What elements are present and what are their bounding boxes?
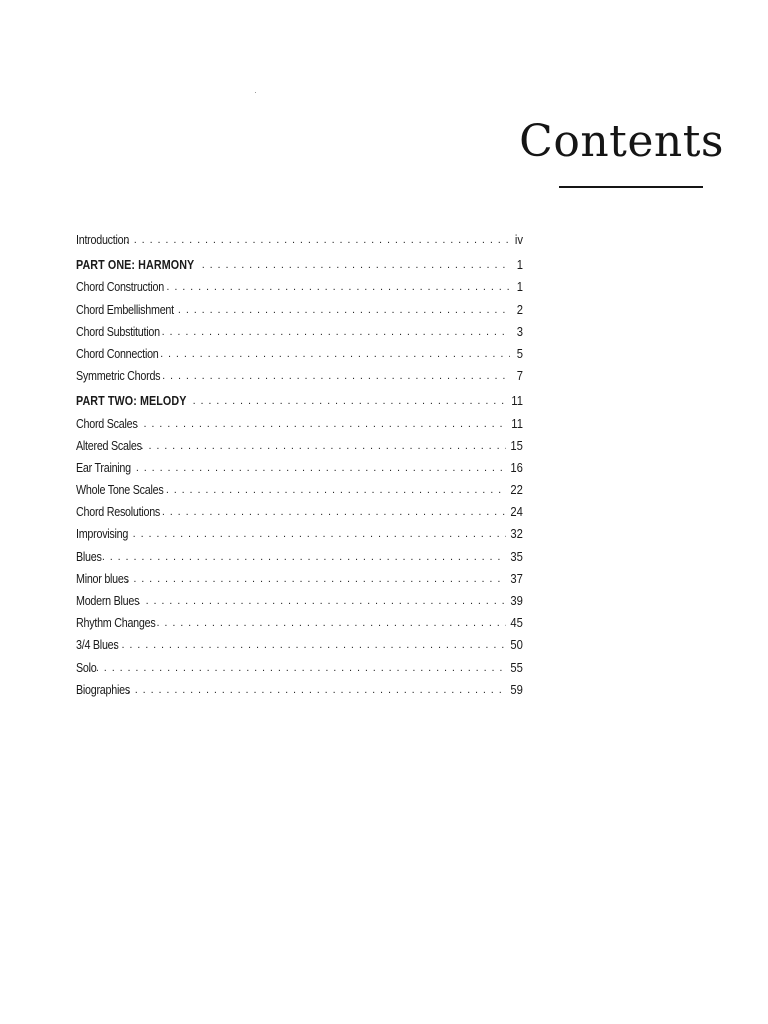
toc-entry-title: PART ONE: HARMONY xyxy=(76,258,195,273)
toc-entry xyxy=(76,479,523,501)
toc-page-number: iv xyxy=(514,233,523,247)
table-of-contents xyxy=(76,229,523,701)
toc-entry xyxy=(76,501,523,523)
dot-leader xyxy=(125,523,506,545)
toc-entry-title: Solo xyxy=(76,660,97,675)
toc-page-number: 24 xyxy=(510,505,523,520)
toc-page-number: 32 xyxy=(510,527,523,542)
dot-leader xyxy=(166,479,506,501)
toc-entry-title: Chord Connection xyxy=(76,346,159,361)
toc-entry-title: Chord Scales xyxy=(76,416,138,431)
page-title: Contents xyxy=(519,116,724,167)
toc-entry-title: PART TWO: MELODY xyxy=(76,394,187,409)
toc-entry-title: Blues xyxy=(76,549,102,564)
toc-entry-title: Chord Embellishment xyxy=(76,302,174,317)
toc-page-number: 39 xyxy=(510,594,523,608)
toc-page-number: 15 xyxy=(510,438,523,453)
dot-leader xyxy=(178,299,510,321)
scan-speck xyxy=(255,92,256,93)
toc-entry-title: Chord Substitution xyxy=(76,324,160,339)
toc-entry xyxy=(76,229,523,251)
toc-page-number: 50 xyxy=(510,638,523,653)
dot-leader xyxy=(160,343,510,365)
dot-leader xyxy=(162,365,510,387)
toc-page-number: 59 xyxy=(510,682,523,697)
toc-entry-title: 3/4 Blues xyxy=(76,638,119,653)
toc-entry xyxy=(76,546,523,568)
dot-leader xyxy=(88,657,506,679)
dot-leader xyxy=(94,546,506,568)
toc-entry-title: Chord Resolutions xyxy=(76,505,161,520)
toc-entry xyxy=(76,457,523,479)
toc-entry xyxy=(76,276,523,298)
toc-page-number: 3 xyxy=(516,324,523,339)
toc-page-number: 55 xyxy=(510,660,523,675)
toc-page-number: 5 xyxy=(516,346,523,361)
toc-entry-title: Modern Blues xyxy=(76,594,140,608)
toc-page-number: 45 xyxy=(510,616,523,631)
toc-entry-title: Chord Construction xyxy=(76,280,164,295)
dot-leader xyxy=(141,435,507,457)
toc-entry-title: Improvising xyxy=(76,527,129,542)
toc-entry xyxy=(76,413,523,435)
dot-leader xyxy=(166,276,510,298)
dot-leader xyxy=(138,590,506,612)
toc-entry xyxy=(76,343,523,365)
toc-entry-title: Biographies xyxy=(76,682,130,697)
toc-entry xyxy=(76,590,523,612)
toc-page-number: 35 xyxy=(510,549,523,564)
toc-entry-title: Altered Scales xyxy=(76,438,142,453)
toc-entry-title: Symmetric Chords xyxy=(76,369,161,384)
dot-leader xyxy=(193,390,507,412)
toc-entry-title: Ear Training xyxy=(76,460,131,475)
toc-entry-title: Introduction xyxy=(76,233,130,247)
dot-leader xyxy=(202,254,510,276)
toc-page-number: 11 xyxy=(511,416,523,431)
title-underline xyxy=(559,186,703,188)
toc-entry xyxy=(76,365,523,387)
dot-leader xyxy=(157,612,507,634)
toc-entry xyxy=(76,523,523,545)
toc-page-number: 37 xyxy=(510,571,523,586)
toc-part-heading xyxy=(76,390,523,412)
dot-leader xyxy=(127,679,506,701)
toc-entry xyxy=(76,612,523,634)
toc-entry-title: Minor blues xyxy=(76,571,129,586)
toc-entry xyxy=(76,299,523,321)
toc-entry-title: Rhythm Changes xyxy=(76,616,156,631)
dot-leader xyxy=(128,457,506,479)
toc-entry-title: Whole Tone Scales xyxy=(76,483,164,498)
toc-page-number: 2 xyxy=(516,302,523,317)
dot-leader xyxy=(125,568,506,590)
dot-leader xyxy=(162,501,506,523)
toc-entry xyxy=(76,657,523,679)
toc-page-number: 16 xyxy=(510,460,523,475)
dot-leader xyxy=(114,634,507,656)
toc-part-heading xyxy=(76,254,523,276)
toc-entry xyxy=(76,568,523,590)
toc-page-number: 1 xyxy=(516,258,523,273)
dot-leader xyxy=(136,413,507,435)
toc-entry xyxy=(76,321,523,343)
toc-page-number: 22 xyxy=(510,483,523,498)
toc-page-number: 11 xyxy=(511,394,523,409)
toc-page-number: 1 xyxy=(516,280,523,295)
toc-entry xyxy=(76,435,523,457)
dot-leader xyxy=(162,321,510,343)
toc-page-number: 7 xyxy=(516,369,523,384)
toc-entry xyxy=(76,679,523,701)
toc-entry xyxy=(76,634,523,656)
dot-leader xyxy=(126,229,510,251)
